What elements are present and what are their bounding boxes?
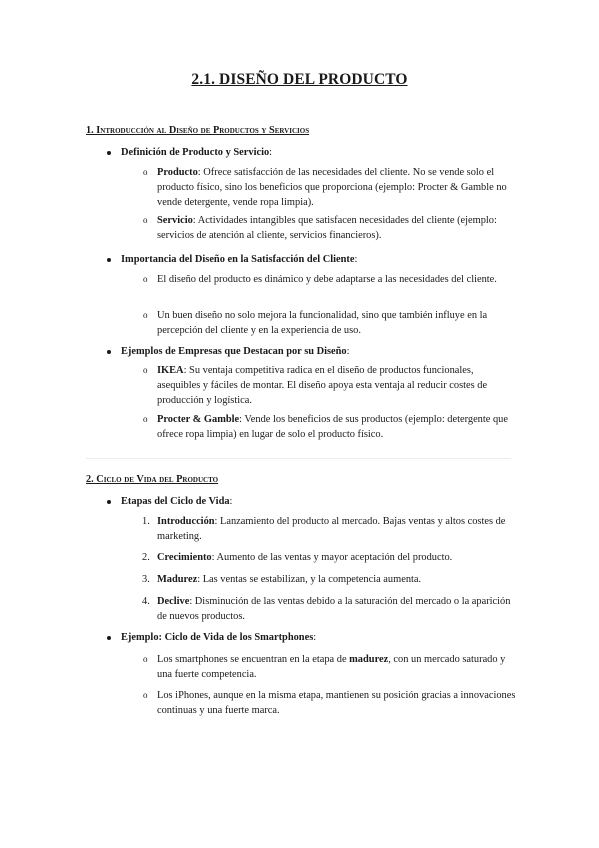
- bullet-ejemplos-label: Ejemplos de Empresas que Destacan por su Diseño: [121, 346, 347, 357]
- circle-bullet-icon: o: [143, 414, 148, 424]
- circle-bullet-icon: o: [143, 365, 148, 375]
- bullet-dot: [107, 151, 111, 155]
- bullet-dot: [107, 500, 111, 504]
- section-heading-ciclo: 2. Ciclo de Vida del Producto: [86, 474, 219, 485]
- bullet-importancia-label: Importancia del Diseño en la Satisfacción del Cliente: [121, 254, 355, 265]
- bullet-dot: [107, 258, 111, 262]
- circle-bullet-icon: o: [143, 310, 148, 320]
- circle-bullet-icon: o: [143, 690, 148, 700]
- section-divider: [86, 458, 511, 459]
- bullet-smartphones-label: Ejemplo: Ciclo de Vida de los Smartphones: [121, 632, 314, 643]
- circle-bullet-icon: o: [143, 215, 148, 225]
- section-heading-intro: 1. Introducción al Diseño de Productos y Servicios: [86, 125, 310, 136]
- circle-bullet-icon: o: [143, 654, 148, 664]
- bullet-definicion-label: Definición de Producto y Servicio: [121, 147, 270, 158]
- document-page: 2.1. DISEÑO DEL PRODUCTO 1. Introducción al Diseño de Productos y Servicios Definición de Producto y Servicio: o Producto: Ofrece satisfacción de las necesidades del cliente. No se vende solo el producto físico, sino los beneficios que proporciona (ejemplo: Procter & Gamble no vende detergente, vende ropa limpia). o Servicio: Actividades intangibles que satisfacen necesidades del cliente (ejemplo: servicios de atención al cliente, servicios financieros). Importancia del Diseño en la Satisfacción del Cliente: o El diseño del producto es dinámico y debe adaptarse a las necesidades del cliente. o Un buen diseño no solo mejora la funcionalidad, sino que también influye en la percepción del cliente y en la experiencia de uso. Ejemplos de Empresas que Destacan por su Diseño: o IKEA: Su ventaja competitiva radica en el diseño de productos funcionales, asequibles y fáciles de montar. El diseño apoya esta ventaja al reducir costes de producción y logística. o Procter & Gamble: Vende los beneficios de sus productos (ejemplo: detergente que ofrece ropa limpia) en lugar de solo el producto físico. 2. Ciclo de Vida del Producto Etapas del Ciclo de Vida: 1. Introducción: Lanzamiento del producto al mercado. Bajas ventas y altos costes de marketing. 2. Crecimiento: Aumento de las ventas y mayor aceptación del producto. 3. Madurez: Las ventas se estabilizan, y la competencia aumenta. 4. Declive: Disminución de las ventas debido a la saturación del mercado o la aparición de nuevos productos. Ejemplo: Ciclo de Vida de los Smartphones: o Los smartphones se encuentran en la etapa de madurez, con un mercado saturado y una fuerte competencia. o Los iPhones, aunque en la misma etapa, mantienen su posición gracias a innovaciones continuas y una fuerte marca.: [0, 0, 599, 848]
- bullet-etapas-label: Etapas del Ciclo de Vida: [121, 496, 230, 507]
- page-title: 2.1. DISEÑO DEL PRODUCTO: [191, 71, 408, 88]
- bullet-dot: [107, 350, 111, 354]
- bullet-dot: [107, 636, 111, 640]
- circle-bullet-icon: o: [143, 274, 148, 284]
- circle-bullet-icon: o: [143, 167, 148, 177]
